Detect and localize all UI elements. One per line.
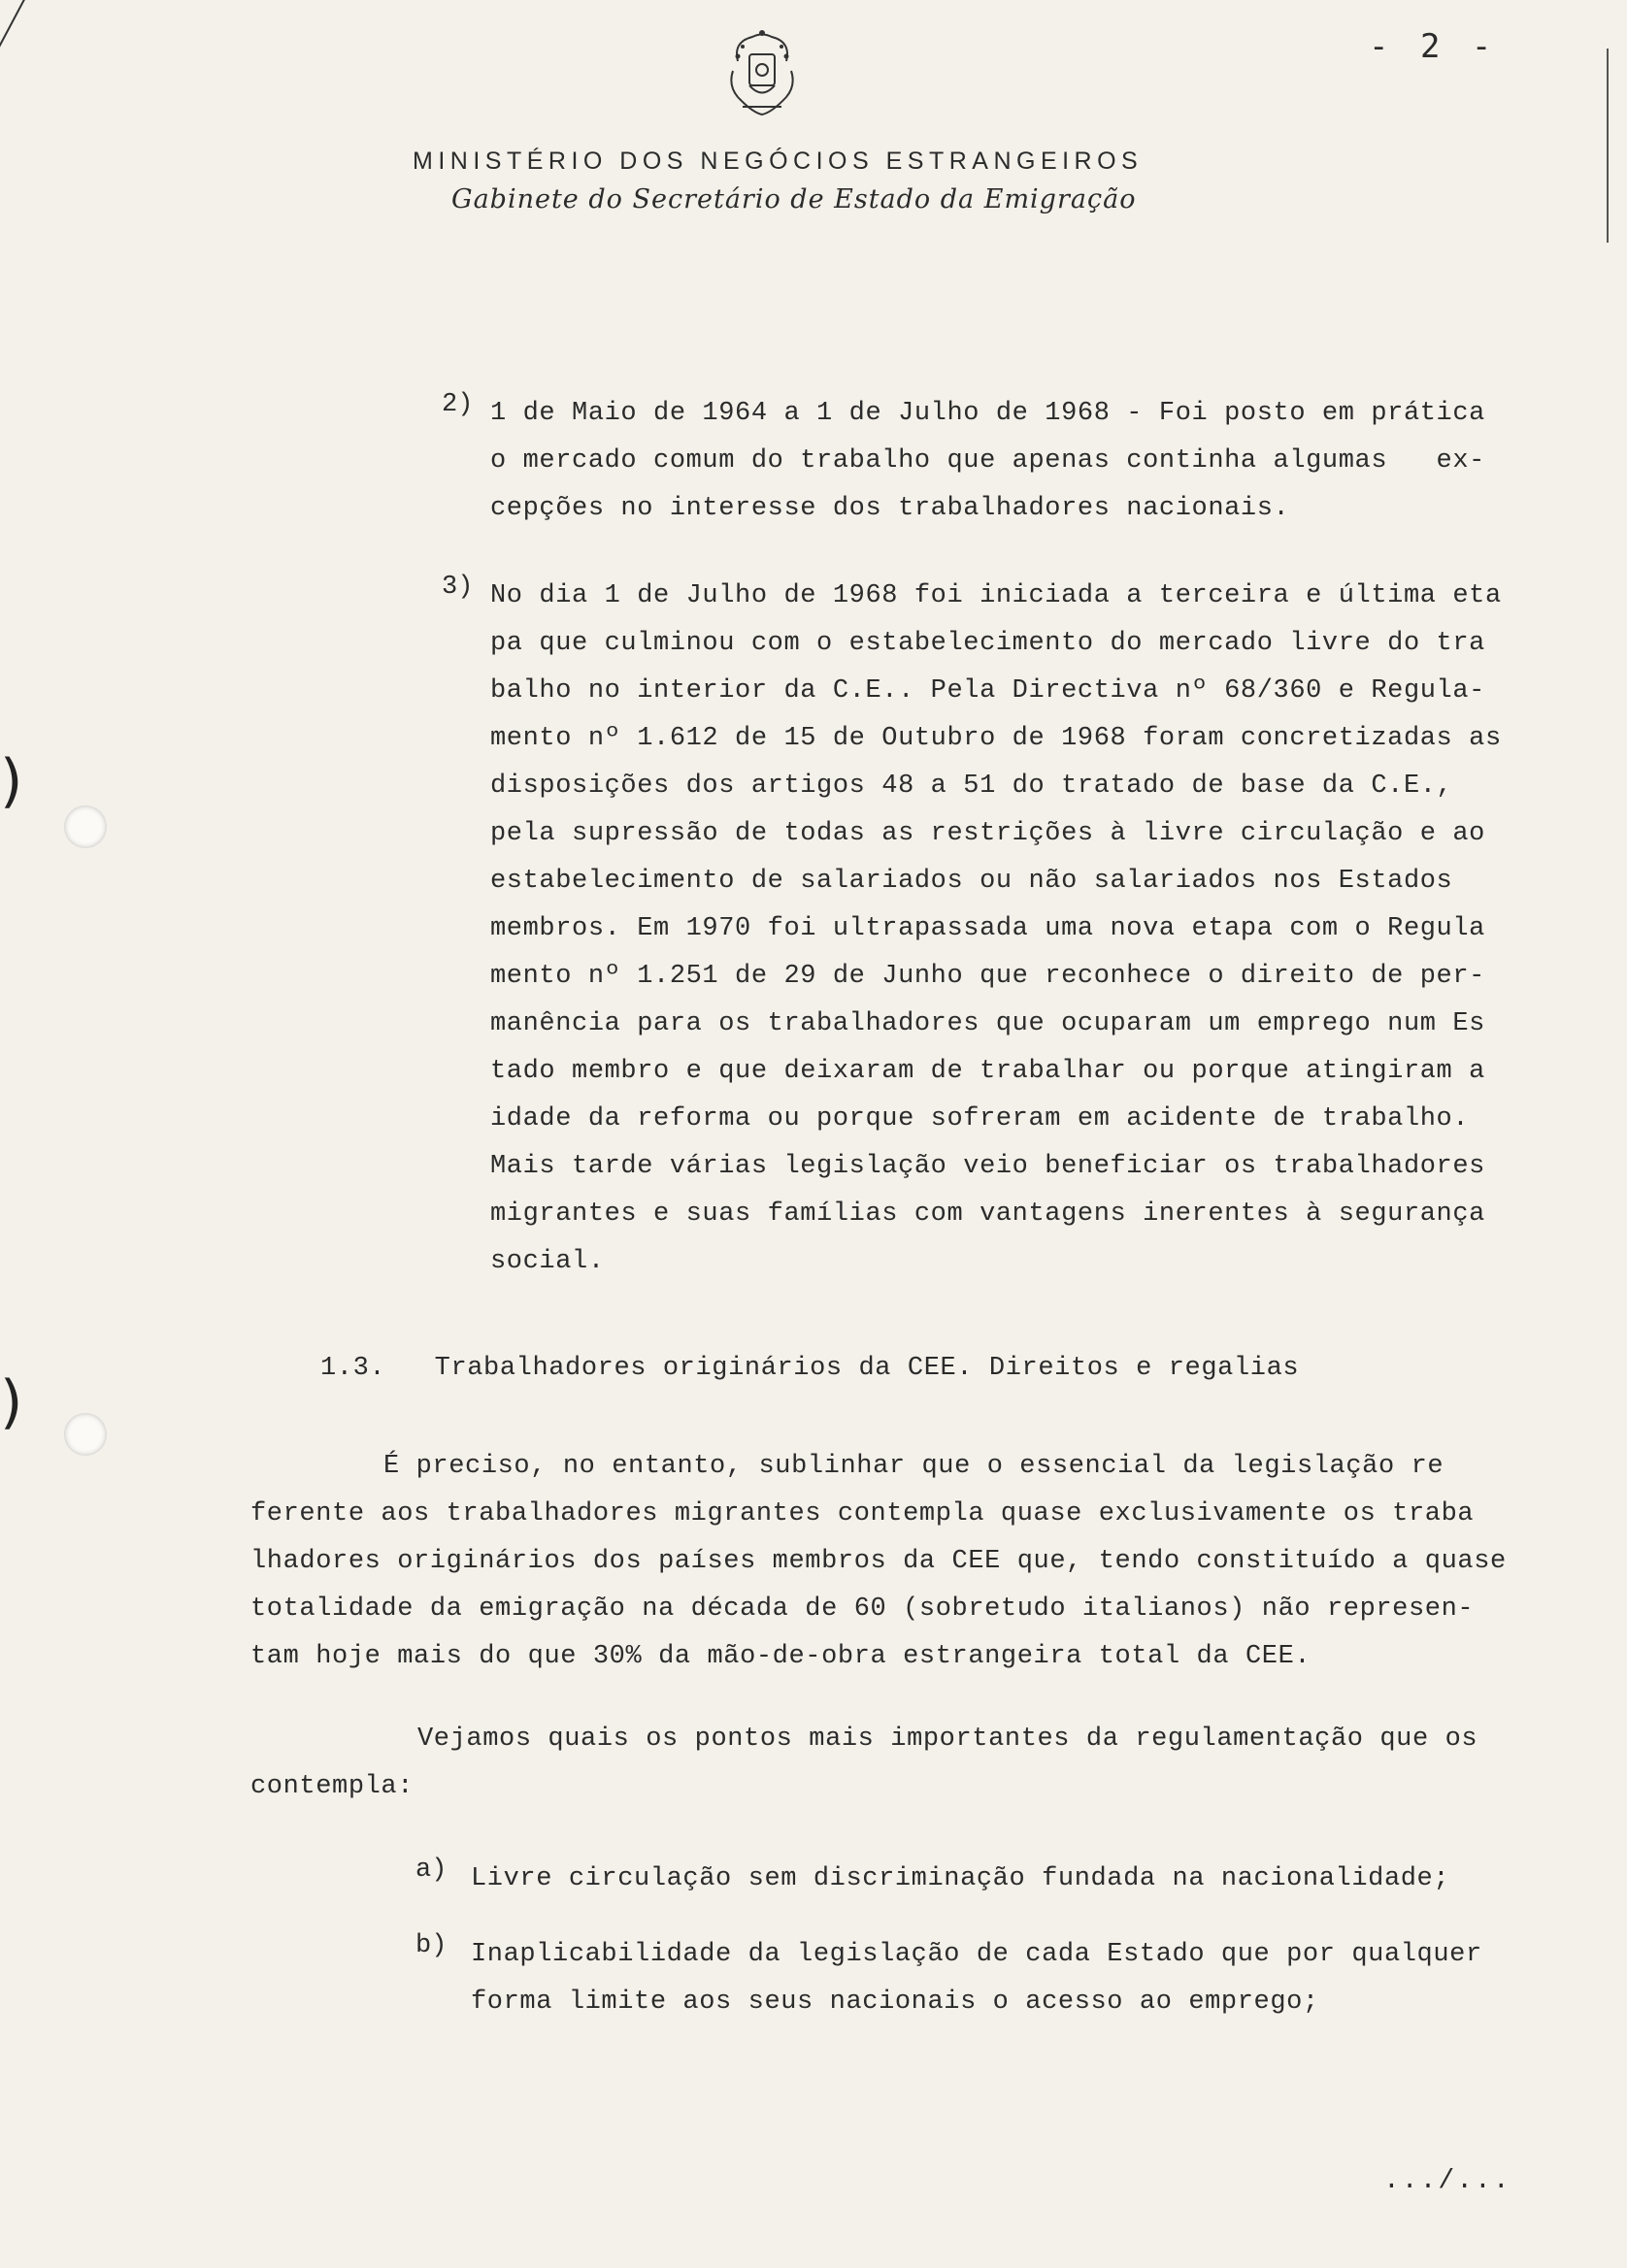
- text-line: forma limite aos seus nacionais o acesso ao emprego;: [471, 1988, 1319, 2017]
- text-line: tado membro e que deixaram de trabalhar ou porque atingiram a: [490, 1057, 1485, 1086]
- page-number: - 2 -: [1369, 27, 1498, 66]
- section-number: 1.3.: [320, 1354, 386, 1383]
- item-2-text: [490, 390, 1485, 533]
- item-number: 3): [442, 573, 474, 602]
- text-line: manência para os trabalhadores que ocuparam um emprego num Es: [490, 1009, 1485, 1038]
- text-line: É preciso, no entanto, sublinhar que o essencial da legislação re: [383, 1452, 1444, 1481]
- text-line: No dia 1 de Julho de 1968 foi iniciada a terceira e última eta: [490, 581, 1502, 610]
- binder-ring-mark: ): [0, 1368, 23, 1436]
- text-line: idade da reforma ou porque sofreram em acidente de trabalho.: [490, 1104, 1470, 1134]
- list-letter: a): [415, 1856, 448, 1885]
- text-line: disposições dos artigos 48 a 51 do tratado de base da C.E.,: [490, 772, 1453, 801]
- list-letter: b): [415, 1931, 448, 1960]
- binder-hole-top: [64, 805, 107, 848]
- text-line: membros. Em 1970 foi ultrapassada uma nova etapa com o Regula: [490, 914, 1485, 943]
- text-line: Mais tarde várias legislação veio beneficiar os trabalhadores: [490, 1152, 1485, 1181]
- text-line: lhadores originários dos países membros da CEE que, tendo constituído a quase: [250, 1547, 1507, 1576]
- text-line: mento nº 1.251 de 29 de Junho que reconhece o direito de per-: [490, 962, 1485, 991]
- continuation-mark: .../...: [1383, 2166, 1511, 2196]
- text-line: pa que culminou com o estabelecimento do mercado livre do tra: [490, 629, 1485, 658]
- text-line: mento nº 1.612 de 15 de Outubro de 1968 foram concretizadas as: [490, 724, 1502, 753]
- text-line: ferente aos trabalhadores migrantes contempla quase exclusivamente os traba: [250, 1499, 1475, 1528]
- text-line: 1 de Maio de 1964 a 1 de Julho de 1968 - Foi posto em prática: [490, 399, 1485, 428]
- corner-mark: [0, 0, 27, 142]
- edge-line: [1607, 49, 1609, 243]
- text-line: social.: [490, 1247, 605, 1276]
- text-line: o mercado comum do trabalho que apenas continha algumas ex-: [490, 446, 1485, 476]
- text-line: Vejamos quais os pontos mais importantes da regulamentação que os: [417, 1725, 1478, 1754]
- item-3-text: [490, 573, 1502, 1286]
- binder-hole-bottom: [64, 1413, 107, 1456]
- section-heading: [320, 1354, 1299, 1383]
- text-line: migrantes e suas famílias com vantagens inerentes à segurança: [490, 1200, 1485, 1229]
- text-line: Inaplicabilidade da legislação de cada Estado que por qualquer: [471, 1940, 1482, 1969]
- text-line: pela supressão de todas as restrições à livre circulação e ao: [490, 819, 1485, 848]
- binder-ring-mark: ): [0, 747, 23, 815]
- list-item-b: [471, 1931, 1482, 2026]
- text-line: balho no interior da C.E.. Pela Directiva nº 68/360 e Regula-: [490, 676, 1485, 706]
- text-line: contempla:: [250, 1772, 415, 1801]
- section-title: Trabalhadores originários da CEE. Direitos e regalias: [434, 1354, 1300, 1383]
- coat-of-arms-seal: [718, 27, 806, 124]
- item-number: 2): [442, 390, 474, 419]
- text-line: cepções no interesse dos trabalhadores nacionais.: [490, 494, 1290, 523]
- paragraph-2: [250, 1716, 1478, 1811]
- ministry-name: MINISTÉRIO DOS NEGÓCIOS ESTRANGEIROS: [413, 148, 1144, 175]
- list-item-a: [471, 1856, 1449, 1903]
- paragraph-1: [250, 1443, 1507, 1681]
- text-line: Livre circulação sem discriminação fundada na nacionalidade;: [471, 1864, 1450, 1893]
- text-line: estabelecimento de salariados ou não salariados nos Estados: [490, 867, 1453, 896]
- text-line: totalidade da emigração na década de 60 (sobretudo italianos) não represen-: [250, 1594, 1475, 1624]
- text-line: tam hoje mais do que 30% da mão-de-obra estrangeira total da CEE.: [250, 1642, 1312, 1671]
- cabinet-name: Gabinete do Secretário de Estado da Emigração: [451, 184, 1137, 214]
